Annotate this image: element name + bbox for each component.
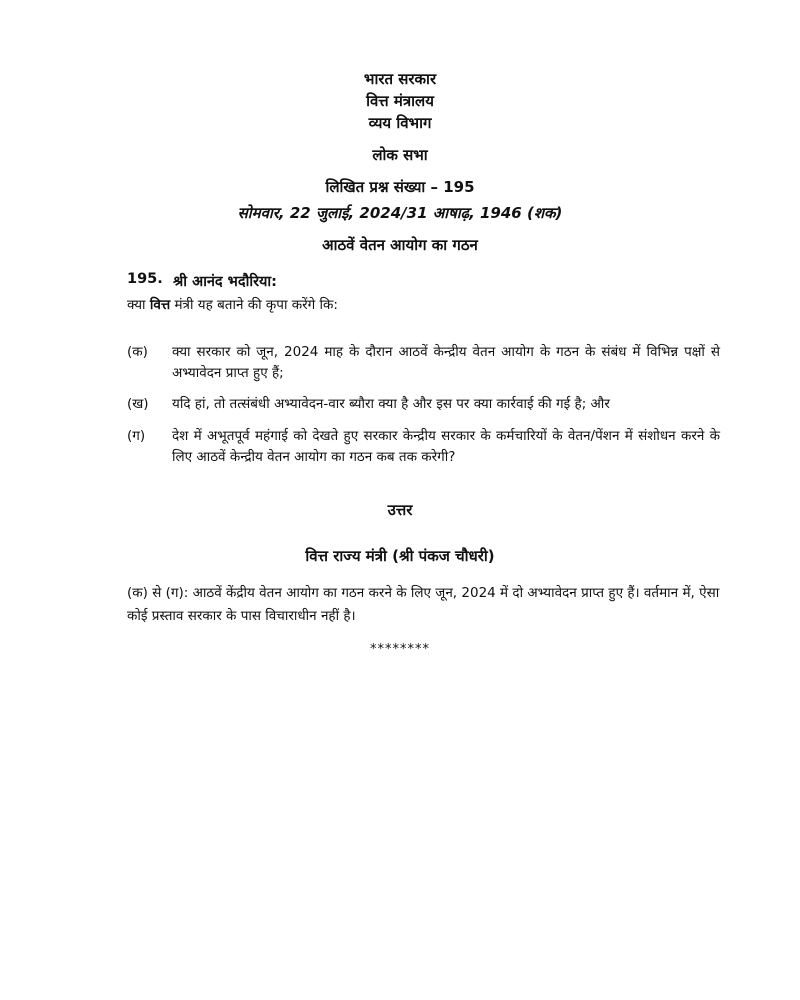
house-name: लोक सभा bbox=[372, 146, 428, 164]
intro-ministry: वित्त bbox=[149, 297, 171, 313]
item-text-kha: यदि हां, तो तत्संबंधी अभ्यावेदन-वार ब्यौरा क्या है और इस पर क्या कार्रवाई की गई है; और bbox=[172, 396, 610, 412]
item-text-ka: क्या सरकार को जून, 2024 माह के दौरान आठवें केन्द्रीय वेतन आयोग के गठन के संबंध में विभिन्न पक्षों से अभ्यावेदन प्राप्त हुए हैं; bbox=[172, 344, 720, 381]
intro-suffix: मंत्री यह बताने की कृपा करेंगे कि: bbox=[170, 297, 338, 313]
intro-prefix: क्या bbox=[127, 297, 150, 313]
item-text-ga: देश में अभूतपूर्व महंगाई को देखते हुए सरकार केन्द्रीय सरकार के कर्मचारियों के वेतन/पेंशन में संशोधन करने के लिए आठवें केन्द्रीय वेतन आयोग का गठन कब तक करेगी? bbox=[172, 428, 720, 465]
answering-minister: वित्त राज्य मंत्री (श्री पंकज चौधरी) bbox=[305, 547, 495, 565]
question-type: लिखित प्रश्न संख्या – 195 bbox=[325, 178, 475, 196]
end-marker: ******** bbox=[370, 642, 430, 657]
question-date: सोमवार, 22 जुलाई, 2024/31 आषाढ़, 1946 (शक) bbox=[237, 204, 563, 222]
item-label-ka: (क) bbox=[127, 344, 148, 360]
member-name: श्री आनंद भदौरिया: bbox=[173, 274, 277, 290]
header-department: व्यय विभाग bbox=[368, 114, 432, 132]
question-intro bbox=[127, 294, 338, 316]
header-ministry: वित्त मंत्रालय bbox=[366, 92, 434, 110]
answer-heading: उत्तर bbox=[387, 501, 413, 519]
item-label-ga: (ग) bbox=[127, 428, 146, 444]
question-number: 195. bbox=[127, 271, 163, 287]
question-subject: आठवें वेतन आयोग का गठन bbox=[322, 236, 478, 254]
answer-text: (क) से (ग): आठवें केंद्रीय वेतन आयोग का गठन करने के लिए जून, 2024 में दो अभ्यावेदन प्राप्त हुए हैं। वर्तमान में, ऐसा कोई प्रस्ताव सरकार के पास विचाराधीन नहीं है। bbox=[127, 585, 720, 624]
item-label-kha: (ख) bbox=[127, 396, 149, 412]
header-government: भारत सरकार bbox=[363, 70, 437, 88]
